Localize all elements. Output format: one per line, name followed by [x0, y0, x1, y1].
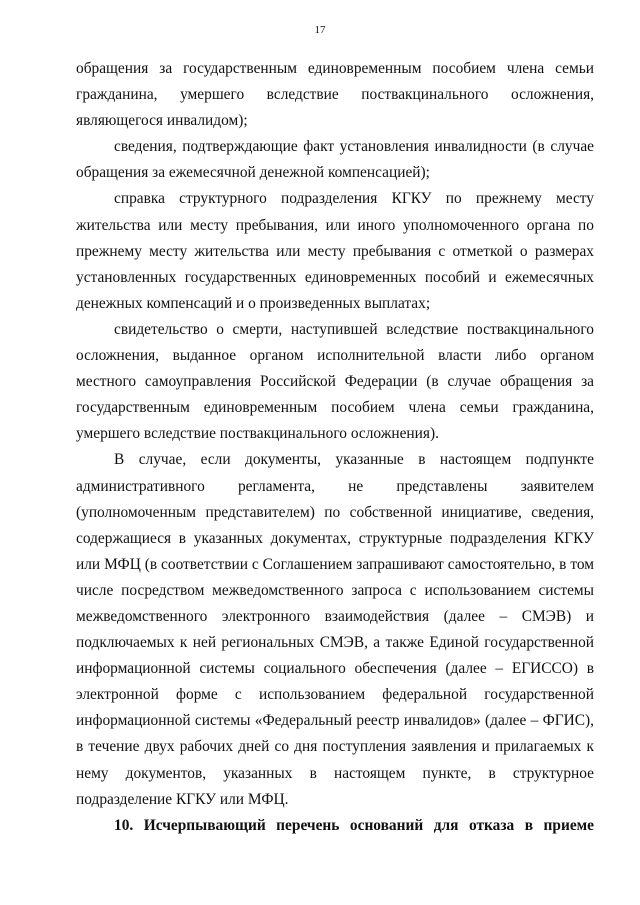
page-number: 17	[314, 24, 326, 36]
section-heading-10: 10. Исчерпывающий перечень оснований для отказа в приеме	[114, 816, 594, 834]
paragraph-5: В случае, если документы, указанные в настоящем подпункте административного регламента, не представлены заявителем (уполномоченным представителем) по собственной инициативе, сведения, содержащиеся в указанных документах, структурные подразделения КГКУ или МФЦ (в соответствии с Соглашением запрашивают самостоятельно, в том числе посредством межведомственного запроса с использованием системы межведомственного электронного взаимодействия (далее – СМЭВ) и подключаемых к ней региональных СМЭВ, а также Единой государственной информационной системы социального обеспечения (далее – ЕГИССО) в электронной форме с использованием федеральной государственной информационной системы «Федеральный реестр инвалидов» (далее – ФГИС), в течение двух рабочих дней со дня поступления заявления и прилагаемых к нему документов, указанных в настоящем пункте, в структурное подразделение КГКУ или МФЦ.	[76, 451, 594, 808]
paragraph-3: справка структурного подразделения КГКУ по прежнему месту жительства или месту пребывания, или иного уполномоченного органа по прежнему месту жительства или месту пребывания с отметкой о размерах установленных государственных единовременных пособий и ежемесячных денежных компенсаций и о произведенных выплатах;	[76, 190, 594, 312]
paragraph-2: сведения, подтверждающие факт установления инвалидности (в случае обращения за ежемесячной денежной компенсацией);	[76, 138, 594, 182]
document-body	[76, 56, 594, 839]
paragraph-1: обращения за государственным единовременным пособием члена семьи гражданина, умершего вследствие поствакцинального осложнения, являющегося инвалидом);	[76, 60, 594, 130]
paragraph-4: свидетельство о смерти, наступившей вследствие поствакцинального осложнения, выданное органом исполнительной власти либо органом местного самоуправления Российской Федерации (в случае обращения за государственным единовременным пособием члена семьи гражданина, умершего вследствие поствакцинального осложнения).	[76, 320, 594, 443]
